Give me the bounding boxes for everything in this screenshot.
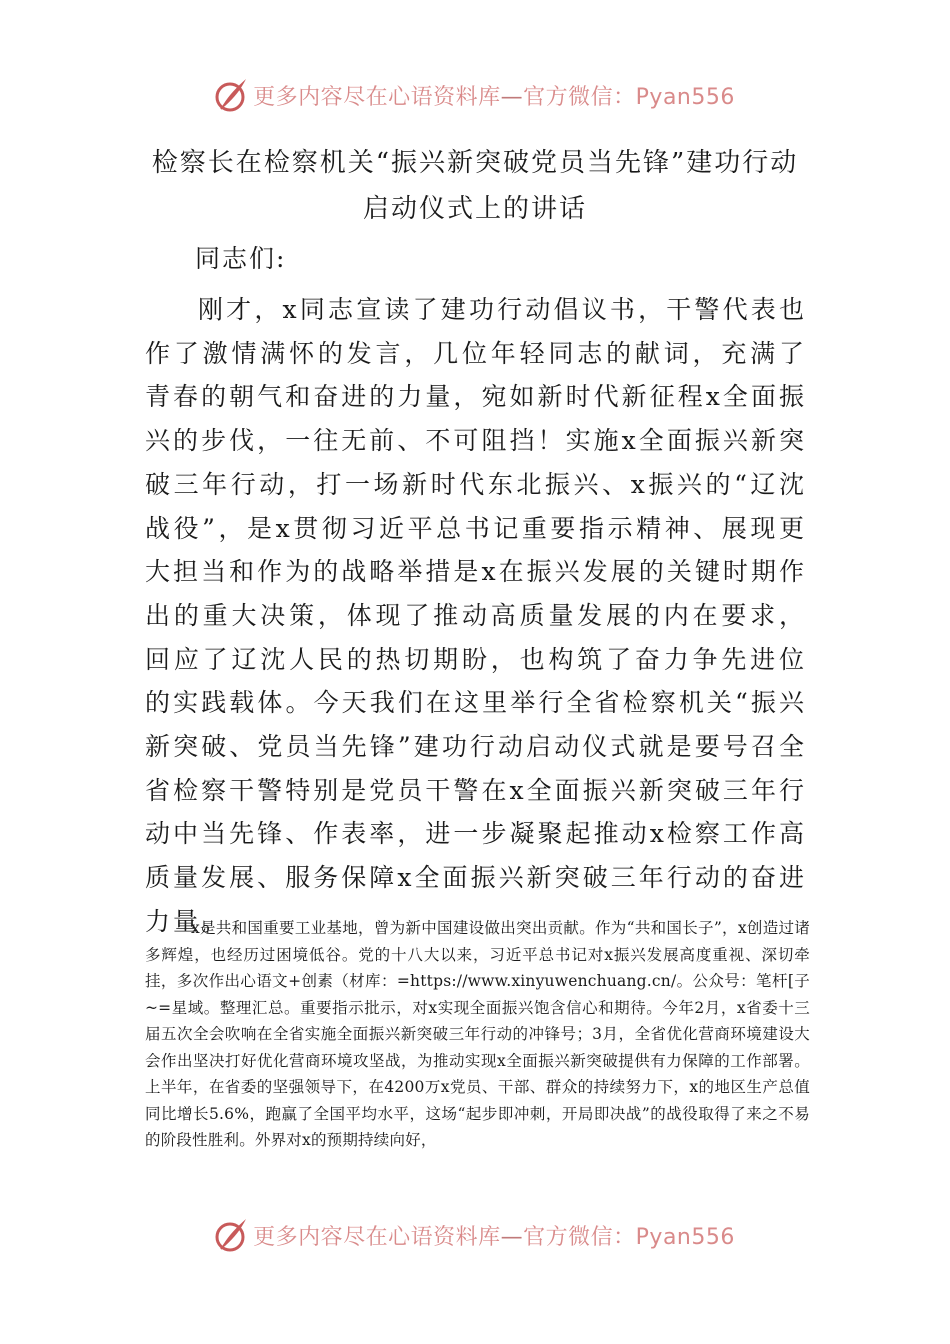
- banner-wechat: 官方微信：Pyan556: [523, 1224, 735, 1250]
- banner-site-name: 更多内容尽在心语资料库: [253, 1224, 501, 1250]
- document-title: 检察长在检察机关“振兴新突破党员当先锋”建功行动启动仪式上的讲话: [151, 148, 799, 224]
- body-paragraph-small: x是共和国重要工业基地，曾为新中国建设做出突出贡献。作为“共和国长子”，x创造过诸多辉煌，也经历过困境低谷。党的十八大以来，习近平总书记对x振兴发展高度重视、深切牵挂，多次作出心语文+创素（材库：=https://www.xinyuwenchuang.cn/。公众号：笔杆[子~=星域。整理汇总。重要指示批示，对x实现全面振兴饱含信心和期待。今年2月，x省委十三届五次全会吹响在全省实施全面振兴新突破三年行动的冲锋号；3月，全省优化营商环境建设大会作出坚决打好优化营商环境攻坚战，为推动实现x全面振兴新突破提供有力保障的工作部署。上半年，在省委的坚强领导下，在4200万x党员、干部、群众的持续努力下，x的地区生产总值同比增长5.6%，跑赢了全国平均水平，这场“起步即冲刺，开局即决战”的战役取得了来之不易的阶段性胜利。外界对x的预期持续向好，: [145, 919, 810, 1149]
- banner-dash: —: [500, 84, 524, 110]
- banner-text: [253, 80, 735, 111]
- body-paragraph: 刚才，x同志宣读了建功行动倡议书，干警代表也作了激情满怀的发言，几位年轻同志的献词，充满了青春的朝气和奋进的力量，宛如新时代新征程x全面振兴的步伐，一往无前、不可阻挡！实施x全面振兴新突破三年行动，打一场新时代东北振兴、x振兴的“辽沈战役”，是x贯彻习近平总书记重要指示精神、展现更大担当和作为的战略举措是x在振兴发展的关键时期作出的重大决策，体现了推动高质量发展的内在要求，回应了辽沈人民的热切期盼，也构筑了奋力争先进位的实践载体。今天我们在这里举行全省检察机关“振兴新突破、党员当先锋”建功行动启动仪式就是要号召全省检察干警特别是党员干警在x全面振兴新突破三年行动中当先锋、作表率，进一步凝聚起推动x检察工作高质量发展、服务保障x全面振兴新突破三年行动的奋进力量。: [145, 295, 807, 936]
- banner-dash: —: [500, 1224, 524, 1250]
- banner-text: [253, 1220, 735, 1251]
- header-watermark-banner: [0, 70, 950, 120]
- salutation: 同志们:: [195, 244, 287, 273]
- quill-logo-icon: [215, 1215, 249, 1255]
- footer-watermark-banner: [0, 1210, 950, 1260]
- quill-logo-icon: [215, 75, 249, 115]
- banner-site-name: 更多内容尽在心语资料库: [253, 84, 501, 110]
- banner-wechat: 官方微信：Pyan556: [523, 84, 735, 110]
